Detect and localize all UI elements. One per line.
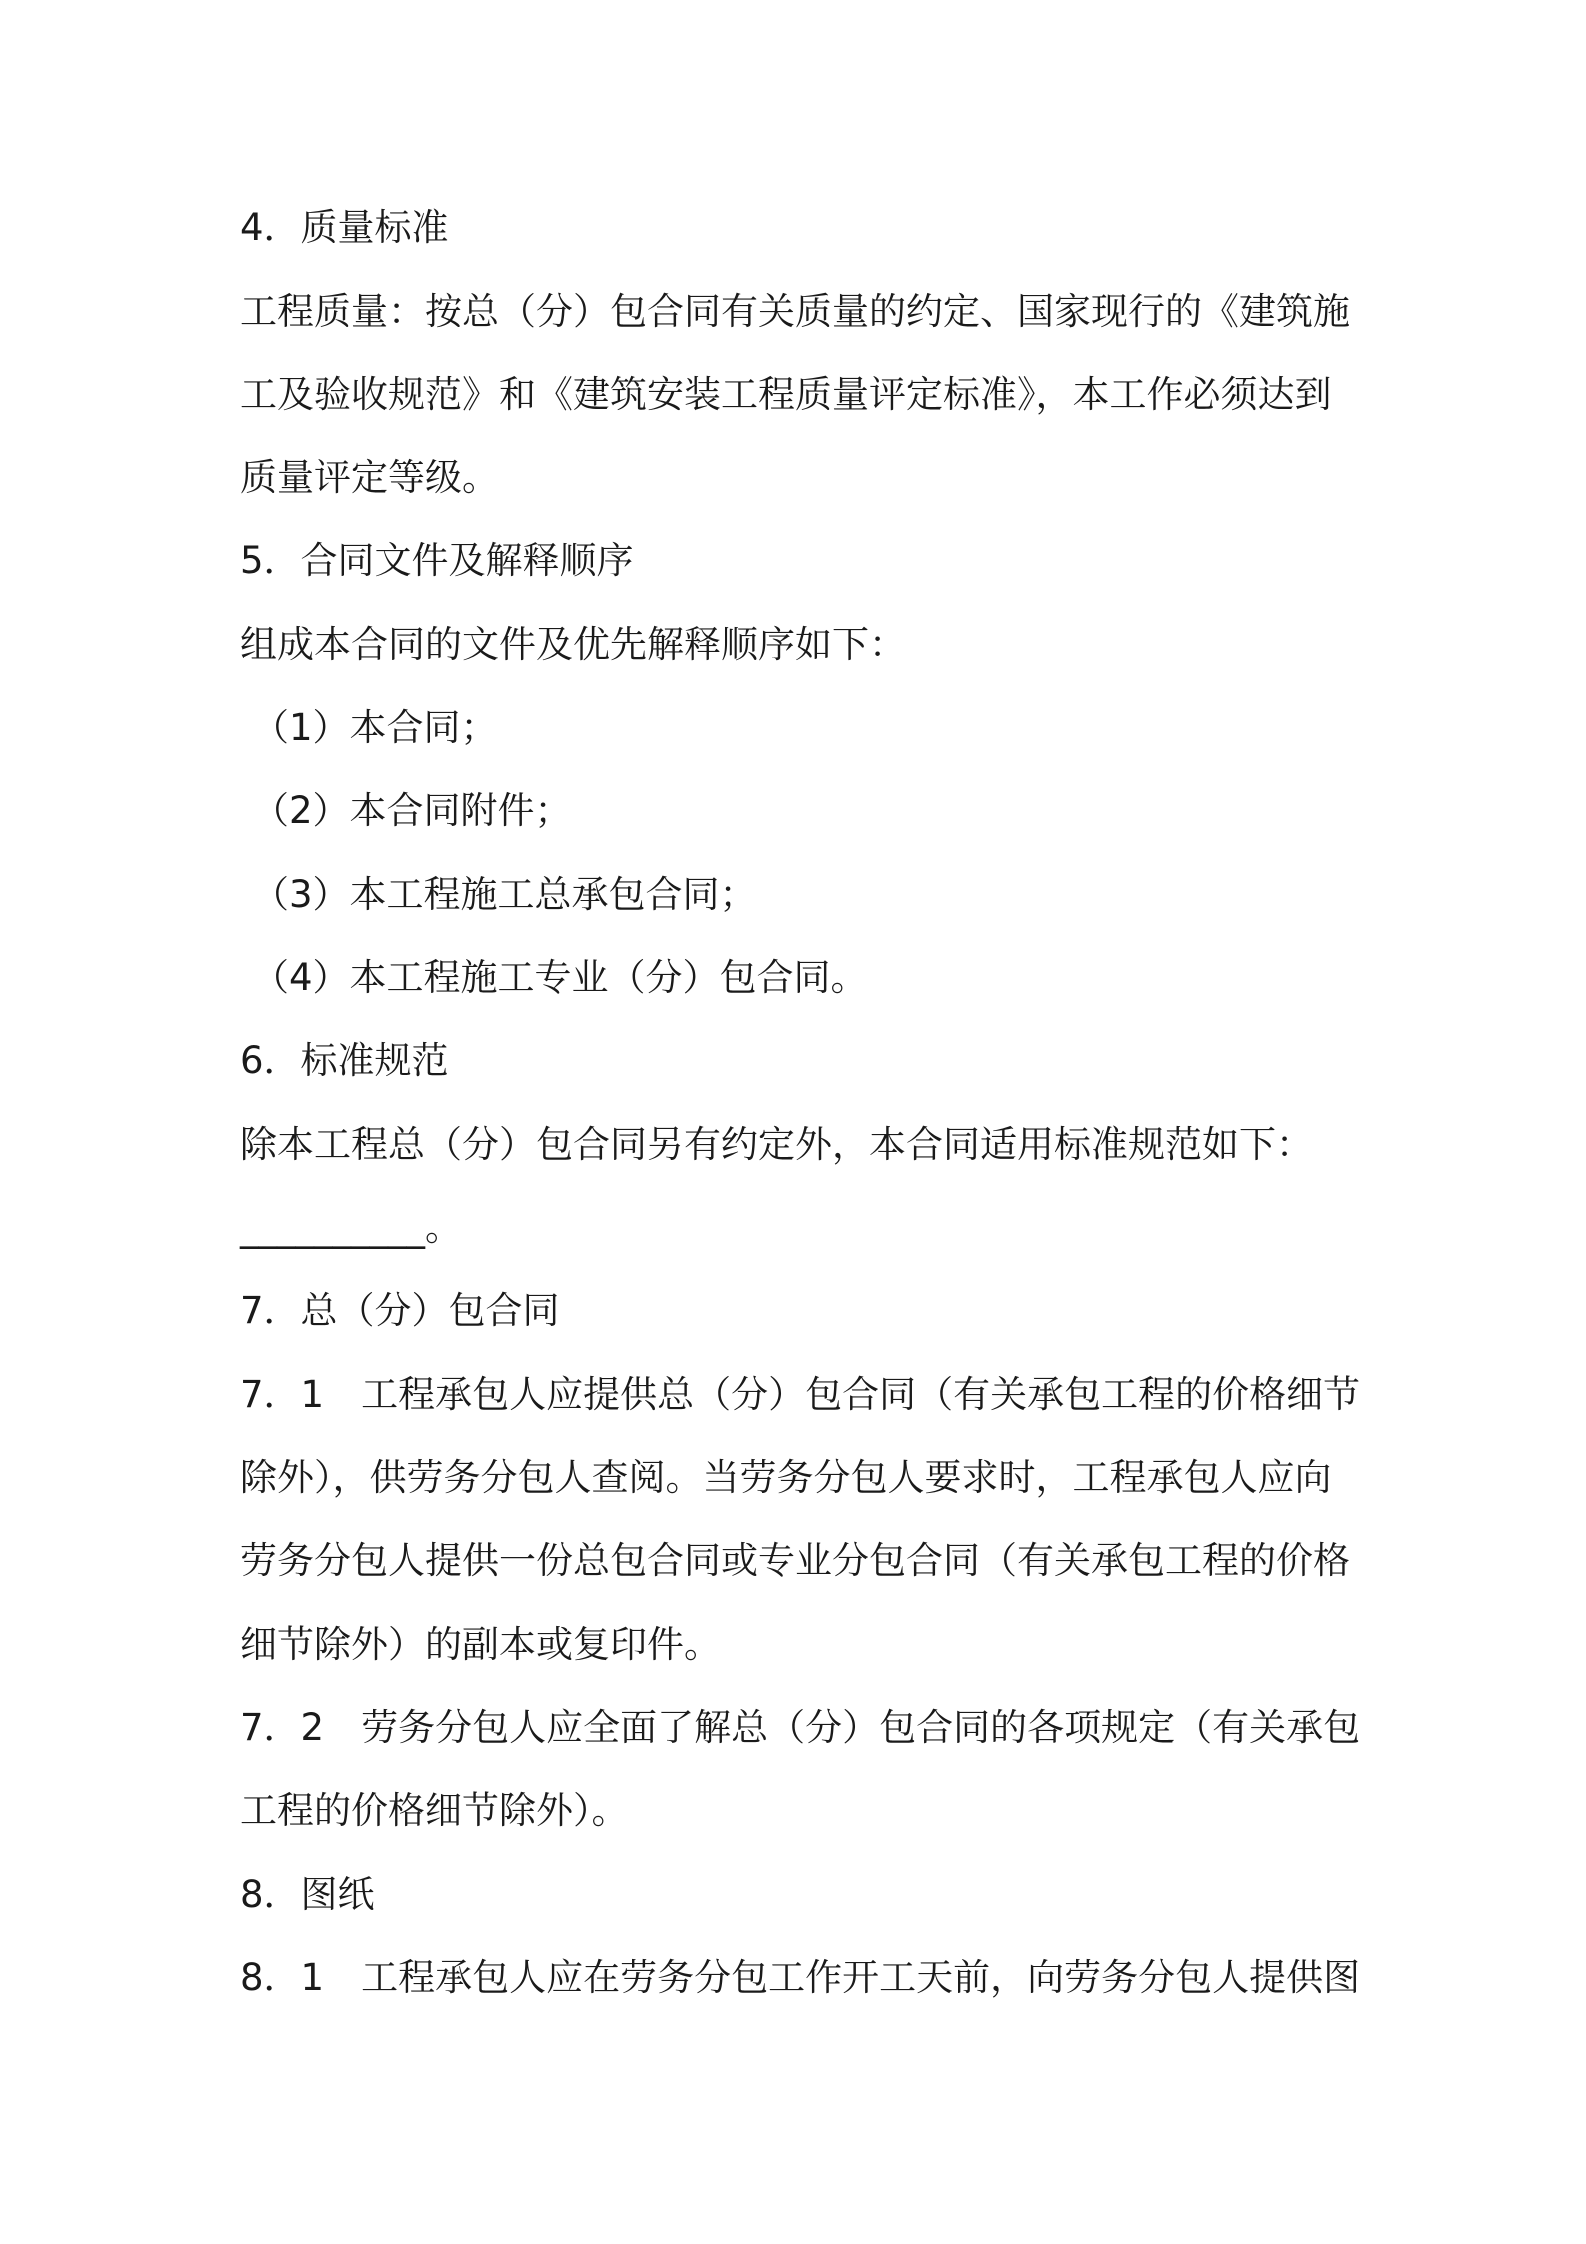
section-4-heading: 4．质量标准 — [240, 206, 449, 249]
section-8-heading: 8．图纸 — [240, 1873, 375, 1916]
paragraph-line: 工程质量：按总（分）包合同有关质量的约定、国家现行的《建筑施 — [240, 290, 1350, 333]
paragraph-line: 组成本合同的文件及优先解释顺序如下： — [240, 623, 906, 666]
paragraph-line: 7．1 工程承包人应提供总（分）包合同（有关承包工程的价格细节 — [240, 1373, 1361, 1416]
section-6-heading: 6．标准规范 — [240, 1039, 449, 1082]
paragraph-line: 劳务分包人提供一份总包合同或专业分包合同（有关承包工程的价格 — [240, 1539, 1350, 1582]
paragraph-line: 质量评定等级。 — [240, 456, 499, 499]
paragraph-line: 除外），供劳务分包人查阅。当劳务分包人要求时，工程承包人应向 — [240, 1456, 1332, 1499]
list-item: （3）本工程施工总承包合同； — [252, 873, 757, 916]
paragraph-line: 8．1 工程承包人应在劳务分包工作开工天前，向劳务分包人提供图 — [240, 1956, 1361, 1999]
paragraph-line: 细节除外）的副本或复印件。 — [240, 1623, 721, 1666]
list-item: （2）本合同附件； — [252, 789, 572, 832]
section-7-heading: 7．总（分）包合同 — [240, 1289, 560, 1332]
paragraph-line: 除本工程总（分）包合同另有约定外，本合同适用标准规范如下： — [240, 1123, 1313, 1166]
section-5-heading: 5．合同文件及解释顺序 — [240, 539, 634, 582]
paragraph-line: 工程的价格细节除外）。 — [240, 1789, 629, 1832]
list-item: （1）本合同； — [252, 706, 498, 749]
paragraph-line: 工及验收规范》和《建筑安装工程质量评定标准》，本工作必须达到 — [240, 373, 1332, 416]
blank-field-line: __________。 — [240, 1206, 462, 1249]
paragraph-line: 7．2 劳务分包人应全面了解总（分）包合同的各项规定（有关承包 — [240, 1706, 1361, 1749]
list-item: （4）本工程施工专业（分）包合同。 — [252, 956, 868, 999]
